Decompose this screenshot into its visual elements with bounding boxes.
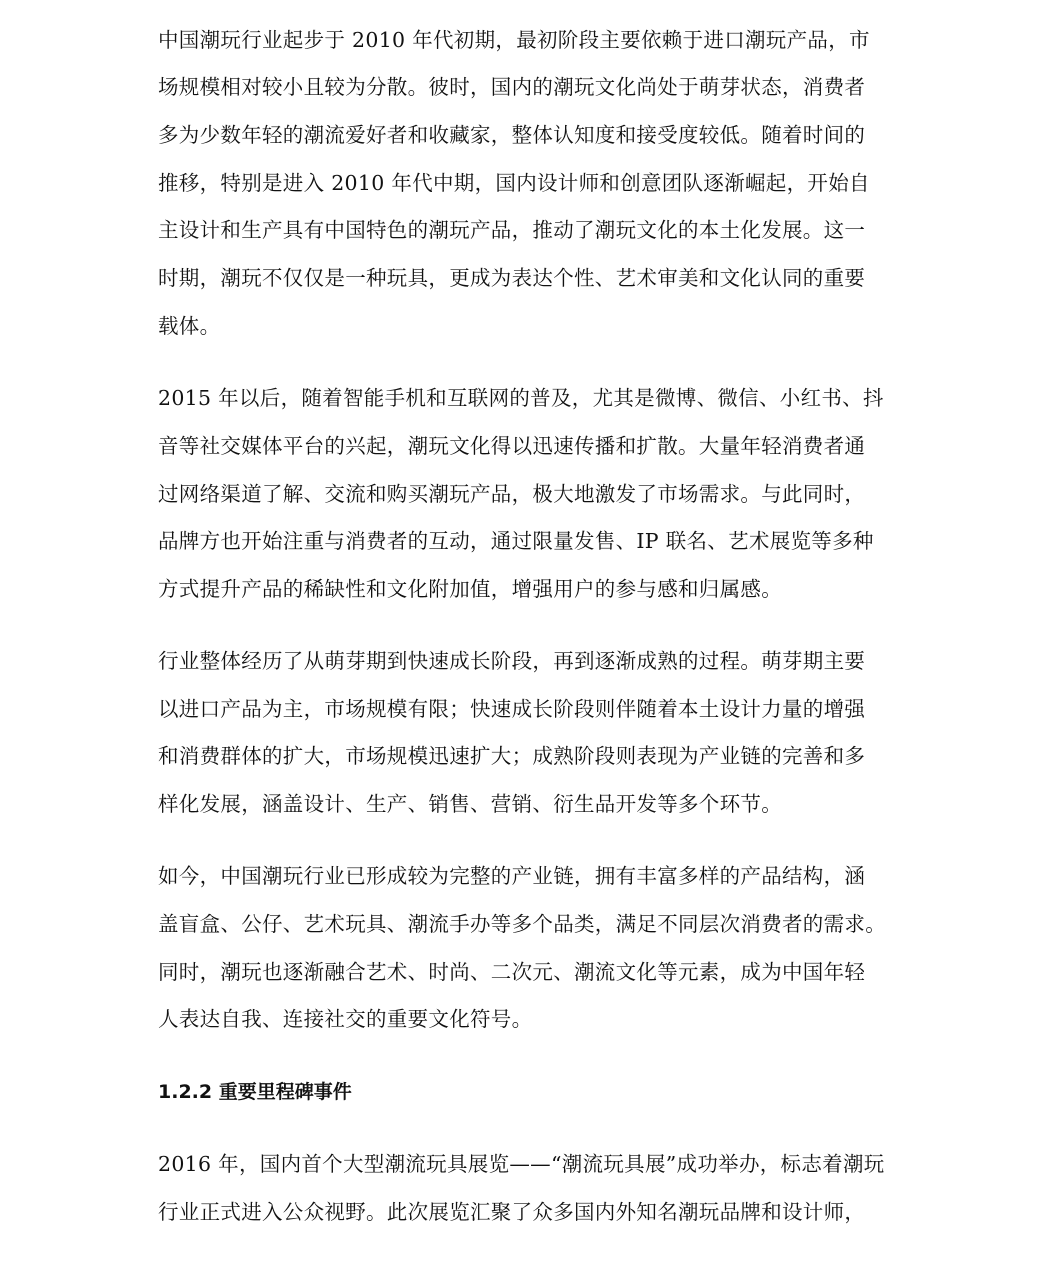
text-line: 多为少数年轻的潮流爱好者和收藏家，整体认知度和接受度较低。随着时间的: [158, 123, 866, 147]
text-line: 如今，中国潮玩行业已形成较为完整的产业链，拥有丰富多样的产品结构，涵: [158, 864, 866, 888]
text-line: 载体。: [158, 314, 221, 338]
text-line: 2016 年，国内首个大型潮流玩具展览——“潮流玩具展”成功举办，标志着潮玩: [158, 1152, 885, 1176]
text-line: 过网络渠道了解、交流和购买潮玩产品，极大地激发了市场需求。与此同时，: [158, 482, 866, 506]
text-line: 行业正式进入公众视野。此次展览汇聚了众多国内外知名潮玩品牌和设计师，: [158, 1200, 866, 1224]
text-line: 以进口产品为主，市场规模有限；快速成长阶段则伴随着本土设计力量的增强: [158, 697, 866, 721]
text-line: 盖盲盒、公仔、艺术玩具、潮流手办等多个品类，满足不同层次消费者的需求。: [158, 912, 886, 936]
text-line: 主设计和生产具有中国特色的潮玩产品，推动了潮玩文化的本土化发展。这一: [158, 218, 866, 242]
text-line: 同时，潮玩也逐渐融合艺术、时尚、二次元、潮流文化等元素，成为中国年轻: [158, 960, 866, 984]
text-line: 场规模相对较小且较为分散。彼时，国内的潮玩文化尚处于萌芽状态，消费者: [158, 75, 866, 99]
text-line: 人表达自我、连接社交的重要文化符号。: [158, 1007, 533, 1031]
text-line: 中国潮玩行业起步于 2010 年代初期，最初阶段主要依赖于进口潮玩产品，市: [158, 28, 870, 52]
text-line: 时期，潮玩不仅仅是一种玩具，更成为表达个性、艺术审美和文化认同的重要: [158, 266, 866, 290]
section-heading: 1.2.2 重要里程碑事件: [158, 1081, 352, 1103]
text-line: 方式提升产品的稀缺性和文化附加值，增强用户的参与感和归属感。: [158, 577, 782, 601]
text-line: 音等社交媒体平台的兴起，潮玩文化得以迅速传播和扩散。大量年轻消费者通: [158, 434, 866, 458]
text-line: 样化发展，涵盖设计、生产、销售、营销、衍生品开发等多个环节。: [158, 792, 782, 816]
text-line: 品牌方也开始注重与消费者的互动，通过限量发售、IP 联名、艺术展览等多种: [158, 529, 874, 553]
text-line: 行业整体经历了从萌芽期到快速成长阶段，再到逐渐成熟的过程。萌芽期主要: [158, 649, 866, 673]
text-line: 推移，特别是进入 2010 年代中期，国内设计师和创意团队逐渐崛起，开始自: [158, 171, 870, 195]
text-line: 2015 年以后，随着智能手机和互联网的普及，尤其是微博、微信、小红书、抖: [158, 386, 884, 410]
text-line: 和消费群体的扩大，市场规模迅速扩大；成熟阶段则表现为产业链的完善和多: [158, 744, 866, 768]
